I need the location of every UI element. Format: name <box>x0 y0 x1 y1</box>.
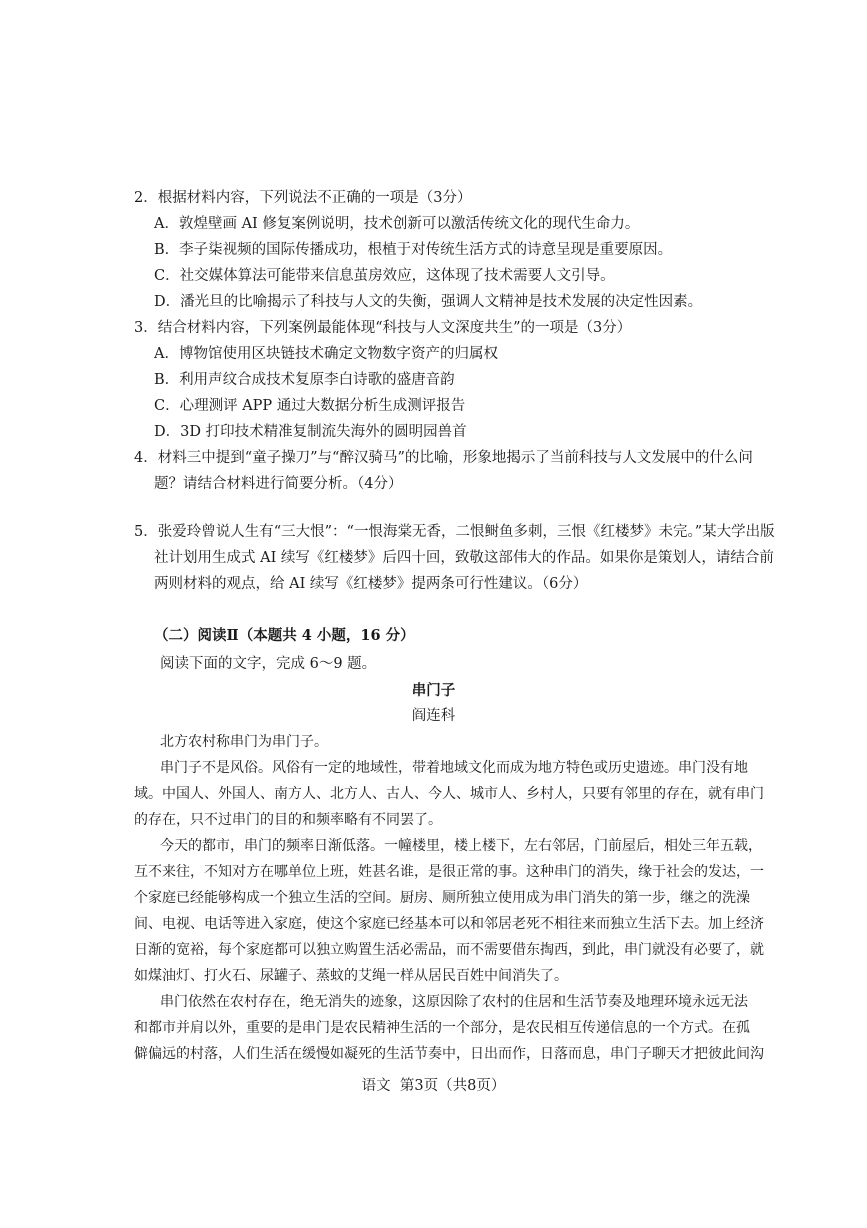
article-title: 串门子 <box>411 682 456 699</box>
article-line: 和都市并肩以外，重要的是串门是农民精神生活的一个部分，是农民相互传递信息的一个方式。在孤 <box>134 1020 750 1036</box>
article-line: 间、电视、电话等进入家庭，使这个家庭已经基本可以和邻居老死不相往来而独立生活下去。加上经济 <box>134 916 764 932</box>
q2-option-b: B．李子柒视频的国际传播成功，根植于对传统生活方式的诗意呈现是重要原因。 <box>154 242 673 258</box>
article-line: 今天的都市，串门的频率日渐低落。一幢楼里，楼上楼下，左右邻居，门前屋后，相处三年五载， <box>160 838 762 854</box>
q2-option-a: A．敦煌壁画 AI 修复案例说明，技术创新可以激活传统文化的现代生命力。 <box>154 216 640 232</box>
q2-option-c: C．社交媒体算法可能带来信息茧房效应，这体现了技术需要人文引导。 <box>154 268 615 284</box>
article-line: 域。中国人、外国人、南方人、北方人、古人、今人、城市人、乡村人，只要有邻里的存在，就有串门 <box>134 786 764 802</box>
article-line: 串门依然在农村存在，绝无消失的迹象，这原因除了农村的住居和生活节奏及地理环境永远无法 <box>160 994 748 1010</box>
q3-option-a: A．博物馆使用区块链技术确定文物数字资产的归属权 <box>154 346 498 362</box>
article-line: 如煤油灯、打火石、尿罐子、蒸蚊的艾绳一样从居民百姓中间消失了。 <box>134 968 568 984</box>
article-line: 僻偏远的村落，人们生活在缓慢如凝死的生活节奏中，日出而作，日落而息，串门子聊天才把彼此间沟 <box>134 1046 764 1062</box>
article-line: 串门子不是风俗。风俗有一定的地域性，带着地域文化而成为地方特色或历史遗迹。串门没有地 <box>160 760 748 776</box>
section-heading: （二）阅读Ⅱ（本题共 4 小题，16 分） <box>154 627 415 644</box>
article-line: 个家庭已经能够构成一个独立生活的空间。厨房、厕所独立使用成为串门消失的第一步，继之的洗澡 <box>134 890 750 906</box>
q4-line-1: 4．材料三中提到“童子操刀”与“醉汉骑马”的比喻，形象地揭示了当前科技与人文发展中的什么问 <box>134 450 753 466</box>
article-line: 日渐的宽裕，每个家庭都可以独立购置生活必需品，而不需要借东掏西，到此，串门就没有必要了，就 <box>134 942 764 958</box>
section-instruction: 阅读下面的文字，完成 6～9 题。 <box>160 656 377 672</box>
q3-option-b: B．利用声纹合成技术复原李白诗歌的盛唐音韵 <box>154 372 455 388</box>
q4-line-2: 题？请结合材料进行简要分析。（4分） <box>154 476 403 492</box>
page-footer: 语文 第3页（共8页） <box>361 1078 506 1094</box>
q5-line-2: 社计划用生成式 AI 续写《红楼梦》后四十回，致敬这部伟大的作品。如果你是策划人，请结合前 <box>154 550 774 566</box>
article-line: 的存在，只不过串门的目的和频率略有不同罢了。 <box>134 812 442 828</box>
q5-line-1: 5．张爱玲曾说人生有“三大恨”：“一恨海棠无香，二恨鲥鱼多刺，三恨《红楼梦》未完。”某大学出版 <box>134 524 775 540</box>
q2-stem: 2．根据材料内容，下列说法不正确的一项是（3分） <box>134 190 472 206</box>
q3-option-d: D．3D 打印技术精准复制流失海外的圆明园兽首 <box>154 424 467 440</box>
article-author: 阎连科 <box>411 708 456 724</box>
q3-option-c: C．心理测评 APP 通过大数据分析生成测评报告 <box>154 398 466 414</box>
q2-option-d: D．潘光旦的比喻揭示了科技与人文的失衡，强调人文精神是技术发展的决定性因素。 <box>154 294 703 310</box>
article-line: 北方农村称串门为串门子。 <box>160 734 328 750</box>
q3-stem: 3．结合材料内容，下列案例最能体现“科技与人文深度共生”的一项是（3分） <box>134 320 632 336</box>
q5-line-3: 两则材料的观点，给 AI 续写《红楼梦》提两条可行性建议。（6分） <box>154 576 588 592</box>
article-line: 互不来往，不知对方在哪单位上班，姓甚名谁，是很正常的事。这种串门的消失，缘于社会的发达，一 <box>134 864 764 880</box>
